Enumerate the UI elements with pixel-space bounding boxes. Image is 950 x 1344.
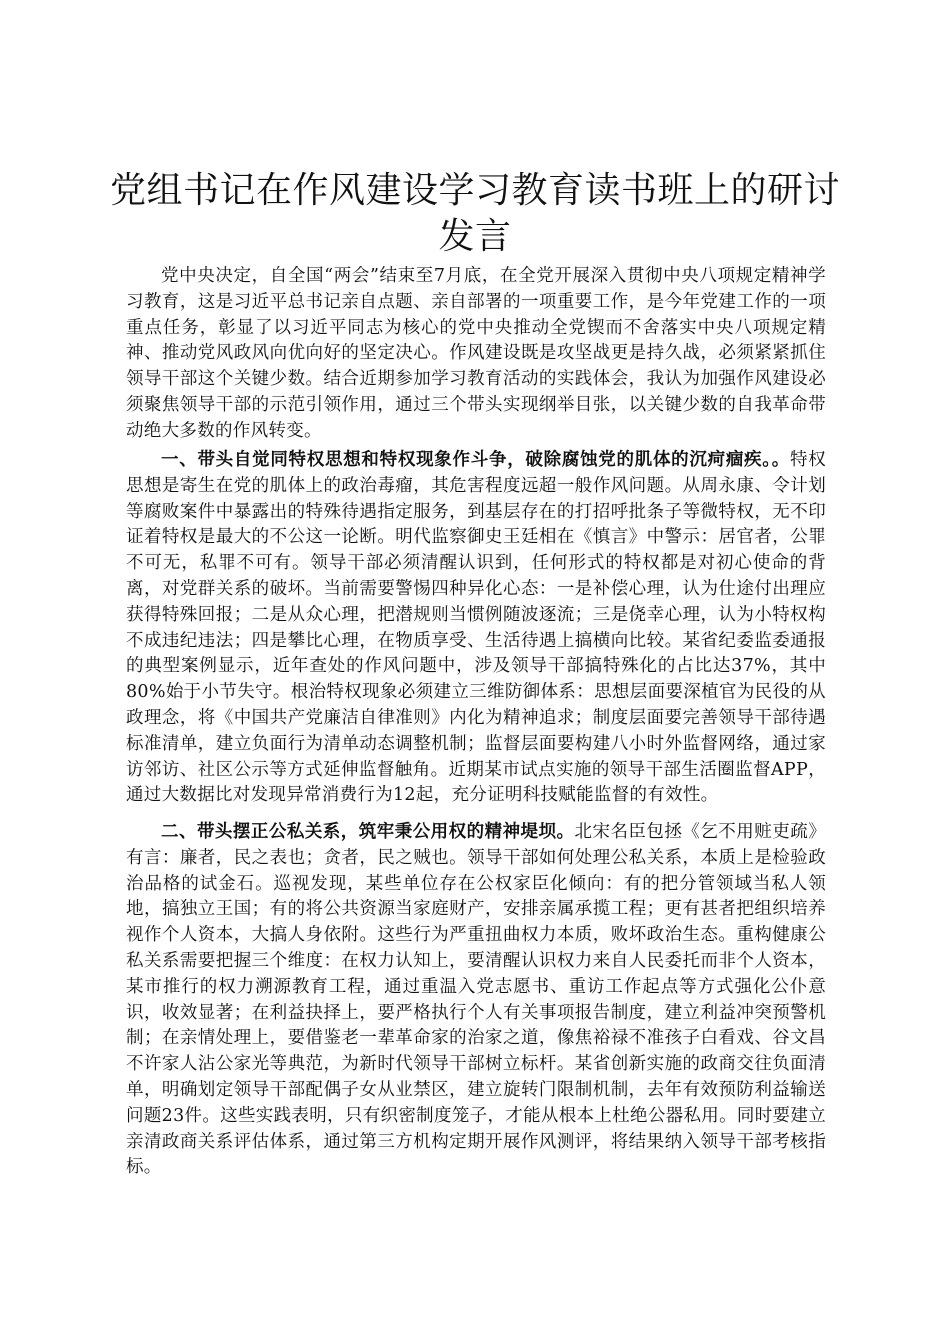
section-2-paragraph <box>126 820 826 1181</box>
document-title: 党组书记在作风建设学习教育读书班上的研讨发言 <box>110 170 841 257</box>
section-1-paragraph <box>126 448 826 809</box>
section-2-heading: 二、带头摆正公私关系，筑牢秉公用权的精神堤坝。 <box>161 822 575 842</box>
section-1-body: 特权思想是寄生在党的肌体上的政治毒瘤，其危害程度远超一般作风问题。从周永康、令计划等腐败案件中暴露出的特殊待遇指定服务，到基层存在的打招呼批条子等微特权，无不印证着特权是最大的不公这一论断。明代监察御史王廷相在《慎言》中警示：居官者，公罪不可无，私罪不可有。领导干部必须清醒认识到，任何形式的特权都是对初心使命的背离，对党群关系的破坏。当前需要警惕四种异化心态：一是补偿心理，认为仕途付出理应获得特殊回报；二是从众心理，把潜规则当惯例随波逐流；三是侥幸心理，认为小特权构不成违纪违法；四是攀比心理，在物质享受、生活待遇上搞横向比较。某省纪委监委通报的典型案例显示，近年查处的作风问题中，涉及领导干部搞特殊化的占比达37%，其中80%始于小节失守。根治特权现象必须建立三维防御体系：思想层面要深植官为民役的从政理念，将《中国共产党廉洁自律准则》内化为精神追求；制度层面要完善领导干部待遇标准清单，建立负面行为清单动态调整机制；监督层面要构建八小时外监督网络，通过家访邻访、社区公示等方式延伸监督触角。近期某市试点实施的领导干部生活圈监督APP，通过大数据比对发现异常消费行为12起，充分证明科技赋能监督的有效性。 <box>126 450 826 806</box>
intro-paragraph <box>126 264 826 445</box>
section-2-body: 北宋名臣包拯《乞不用赃吏疏》有言：廉者，民之表也；贪者，民之贼也。领导干部如何处理公私关系，本质上是检验政治品格的试金石。巡视发现，某些单位存在公权家臣化倾向：有的把分管领域当私人领地，搞独立王国；有的将公共资源当家庭财产，安排亲属承揽工程；更有甚者把组织培养视作个人资本，大搞人身依附。这些行为严重扭曲权力本质，败坏政治生态。重构健康公私关系需要把握三个维度：在权力认知上，要清醒认识权力来自人民委托而非个人资本，某市推行的权力溯源教育工程，通过重温入党志愿书、重访工作起点等方式强化公仆意识，收效显著；在利益抉择上，要严格执行个人有关事项报告制度，建立利益冲突预警机制；在亲情处理上，要借鉴老一辈革命家的治家之道，像焦裕禄不准孩子白看戏、谷文昌不许家人沾公家光等典范，为新时代领导干部树立标杆。某省创新实施的政商交往负面清单，明确划定领导干部配偶子女从业禁区，建立旋转门限制机制，去年有效预防利益输送问题23件。这些实践表明，只有织密制度笼子，才能从根本上杜绝公器私用。同时要建立亲清政商关系评估体系，通过第三方机构定期开展作风测评，将结果纳入领导干部考核指标。 <box>126 822 826 1178</box>
intro-text: 党中央决定，自全国“两会”结束至7月底，在全党开展深入贯彻中央八项规定精神学习教育，这是习近平总书记亲自点题、亲自部署的一项重要工作，是今年党建工作的一项重点任务，彰显了以习近平同志为核心的党中央推动全党锲而不舍落实中央八项规定精神、推动党风政风向优向好的坚定决心。作风建设既是攻坚战更是持久战，必须紧紧抓住领导干部这个关键少数。结合近期参加学习教育活动的实践体会，我认为加强作风建设必须聚焦领导干部的示范引领作用，通过三个带头实现纲举目张，以关键少数的自我革命带动绝大多数的作风转变。 <box>126 266 826 441</box>
section-1-heading: 一、带头自觉同特权思想和特权现象作斗争，破除腐蚀党的肌体的沉疴痼疾。。 <box>161 450 790 470</box>
